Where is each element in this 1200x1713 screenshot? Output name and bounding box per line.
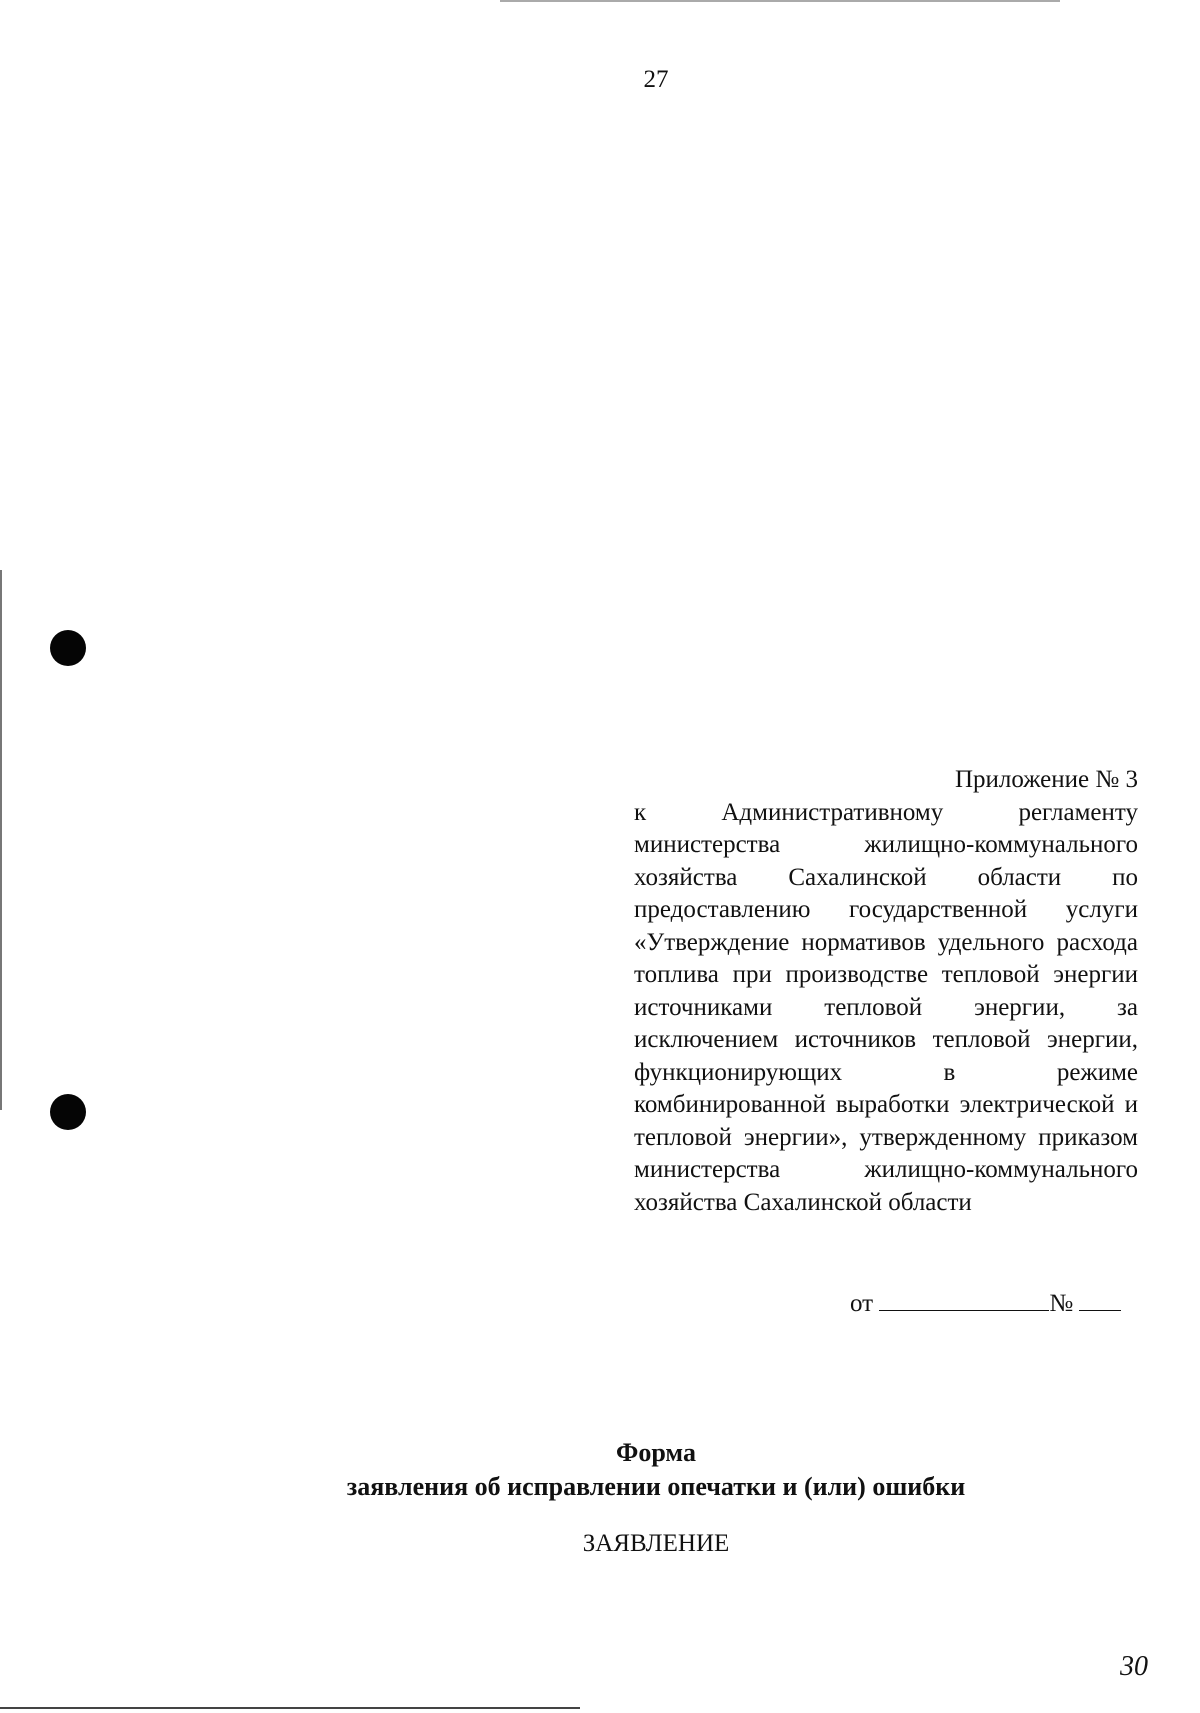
- punch-hole-bottom: [50, 1094, 86, 1130]
- number-blank-field[interactable]: [1079, 1288, 1121, 1311]
- punch-hole-top: [50, 630, 86, 666]
- annex-title: Приложение № 3: [954, 766, 1138, 793]
- scan-left-edge: [0, 570, 2, 1110]
- scan-top-edge: [500, 0, 1060, 2]
- statement-heading: ЗАЯВЛЕНИЕ: [582, 1530, 730, 1557]
- annex-block: [634, 764, 1138, 1219]
- form-subtitle: заявления об исправлении опечатки и (или) ошибки: [346, 1472, 966, 1501]
- number-label: №: [1049, 1290, 1074, 1317]
- scan-bottom-edge: [0, 1707, 580, 1709]
- form-title: Форма: [616, 1438, 696, 1467]
- handwritten-page-number: 30: [1120, 1651, 1148, 1682]
- date-from-label: от: [850, 1290, 874, 1317]
- annex-body: к Административному регламенту министерства жилищно-коммунального хозяйства Сахалинской области по предоставлению государственной услуги «Утверждение нормативов удельного расхода топлива при производстве тепловой энергии источниками тепловой энергии, за исключением источников тепловой энергии, функционирующих в режиме комбинированной выработки электрической и тепловой энергии», утвержденному приказом министерства жилищно-коммунального хозяйства Сахалинской области: [634, 798, 1138, 1216]
- page-number: 27: [643, 66, 669, 93]
- date-number-line: [850, 1288, 1140, 1318]
- date-blank-field[interactable]: [879, 1288, 1049, 1311]
